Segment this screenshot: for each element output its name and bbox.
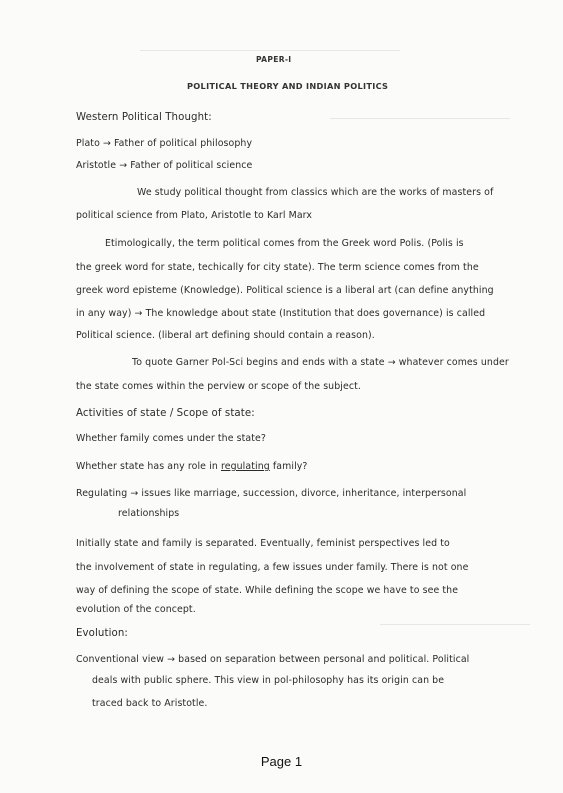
text-segment: family?: [269, 461, 308, 472]
text-line: To quote Garner Pol-Sci begins and ends with a state → whatever comes under: [132, 357, 509, 368]
text-line: Political science. (liberal art defining should contain a reason).: [76, 330, 375, 341]
text-line: political science from Plato, Aristotle to Karl Marx: [76, 210, 313, 221]
section-heading: Evolution:: [76, 628, 128, 639]
text-segment: Whether state has any role in: [76, 461, 221, 472]
text-line: greek word episteme (Knowledge). Political science is a liberal art (can define anything: [76, 285, 494, 296]
text-line: Initially state and family is separated. Eventually, feminist perspectives led to: [76, 538, 450, 549]
page-number: Page 1: [260, 754, 303, 769]
text-line: Whether family comes under the state?: [76, 433, 266, 444]
scan-artifact: [330, 118, 510, 119]
section-heading: Activities of state / Scope of state:: [76, 408, 255, 419]
text-line: relationships: [118, 508, 180, 519]
text-line: Plato → Father of political philosophy: [76, 138, 253, 149]
paper-label: PAPER-I: [256, 55, 292, 64]
text-line: the state comes within the perview or scope of the subject.: [76, 381, 361, 392]
text-line: Aristotle → Father of political science: [76, 160, 253, 171]
text-line: Etimologically, the term political comes from the Greek word Polis. (Polis is: [105, 238, 464, 249]
text-line: in any way) → The knowledge about state (Institution that does governance) is called: [76, 308, 486, 319]
text-line: way of defining the scope of state. While defining the scope we have to see the: [76, 585, 459, 596]
underlined-word: regulating: [220, 461, 270, 472]
text-line: deals with public sphere. This view in pol-philosophy has its origin can be: [92, 675, 445, 686]
text-line: traced back to Aristotle.: [92, 698, 208, 709]
document-title: POLITICAL THEORY AND INDIAN POLITICS: [187, 81, 389, 91]
text-line: the greek word for state, techically for city state). The term science comes from the: [76, 262, 479, 273]
text-line: Conventional view → based on separation between personal and political. Political: [76, 654, 470, 665]
text-line: We study political thought from classics which are the works of masters of: [137, 187, 494, 198]
scan-artifact: [140, 50, 400, 51]
scan-artifact: [380, 624, 530, 625]
section-heading: Western Political Thought:: [76, 112, 212, 123]
text-line: [76, 461, 308, 472]
text-line: evolution of the concept.: [76, 604, 196, 615]
text-line: the involvement of state in regulating, a few issues under family. There is not one: [76, 562, 469, 573]
text-line: Regulating → issues like marriage, succession, divorce, inheritance, interpersonal: [76, 488, 467, 499]
